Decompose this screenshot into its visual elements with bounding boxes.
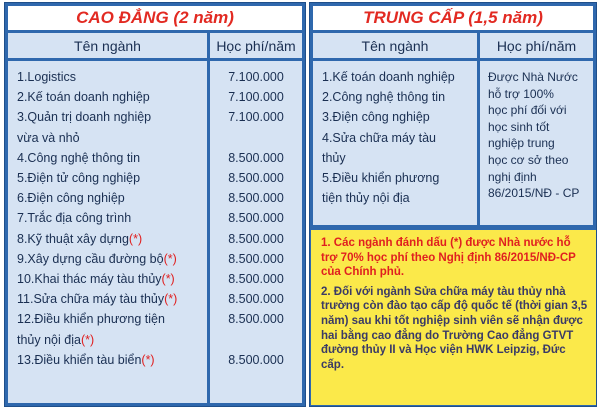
cao-dang-row-name (8, 309, 207, 329)
trung-cap-row-name (313, 107, 477, 127)
cao-dang-row-name (8, 208, 207, 228)
fee-note-line: học cơ sở theo (488, 152, 569, 167)
cao-dang-fee-column (210, 61, 302, 403)
program-name: tiện thủy nội địa (322, 191, 410, 206)
cao-dang-row-fee: 8.500.000 (228, 352, 284, 367)
program-name: 10.Khai thác máy tàu thủy (17, 271, 162, 286)
trung-cap-fee-column (480, 61, 593, 225)
trung-cap-row-name (313, 128, 477, 148)
cao-dang-row-name (8, 249, 207, 269)
cao-dang-row-name (8, 67, 207, 87)
fee-note-line: nghị định (488, 169, 537, 184)
program-name: 4.Công nghệ thông tin (17, 150, 141, 165)
cao-dang-row-name (8, 188, 207, 208)
program-name: 5.Điều khiển phương (322, 171, 440, 186)
cao-dang-row-name (8, 350, 207, 370)
cao-dang-row-fee: 8.500.000 (228, 150, 284, 165)
cao-dang-row-fee: 8.500.000 (228, 271, 284, 286)
subsidy-marker: (*) (163, 251, 177, 266)
subsidy-marker: (*) (164, 292, 178, 307)
cao-dang-row-fee: 8.500.000 (228, 231, 284, 246)
cao-dang-row-name (8, 148, 207, 168)
fee-note-line: 86/2015/NĐ - CP (488, 186, 580, 201)
program-name: 7.Trắc địa công trình (17, 211, 132, 226)
program-name: 4.Sửa chữa máy tàu (322, 130, 437, 145)
subsidy-marker: (*) (161, 271, 175, 286)
program-name: thủy nội địa (17, 332, 81, 347)
fee-note-line: nghiệp trung (488, 136, 555, 151)
cao-dang-row-fee: 7.100.000 (228, 70, 284, 85)
subsidy-marker: (*) (128, 231, 143, 246)
cao-dang-row-fee: 8.500.000 (228, 312, 284, 327)
cao-dang-row-name (8, 87, 207, 107)
notes-box (311, 230, 596, 405)
program-name: 5.Điện tử công nghiệp (17, 171, 141, 186)
trung-cap-row-name (313, 67, 477, 87)
trung-cap-name-column (313, 61, 477, 225)
note-2: 2. Đối với ngành Sửa chữa máy tàu thủy nhà trường còn đào tạo cấp độ quốc tế (thời gian 3,5 năm) sau khi tốt nghiệp sinh viên sẽ nhận được hai bằng cao đẳng do Trường Cao đẳng GTVT đường thủy II và Học viện HWK Leipzig, Đức cấp. (321, 285, 588, 371)
cao-dang-row-fee: 8.500.000 (228, 171, 284, 186)
program-name: vừa và nhỏ (17, 130, 80, 145)
fee-note-line: hỗ trợ 100% (488, 86, 554, 101)
trung-cap-row-name (313, 168, 477, 188)
cao-dang-row-name (8, 128, 207, 148)
trung-cap-row-name (313, 148, 477, 168)
cao-dang-row-fee: 8.500.000 (228, 211, 284, 226)
cao-dang-row-fee: 7.100.000 (228, 90, 284, 105)
fee-note-line: học sinh tốt (488, 119, 550, 134)
note-1: 1. Các ngành đánh dấu (*) được Nhà nước hỗ trợ 70% học phí theo Nghị định 86/2015/NĐ-CP của Chính phủ. (321, 237, 576, 279)
fee-note-line: Được Nhà Nước (488, 70, 578, 84)
program-name: 1.Kế toán doanh nghiệp (322, 70, 455, 85)
subsidy-marker: (*) (141, 352, 155, 367)
cao-dang-row-name (8, 107, 207, 127)
cao-dang-title: CAO ĐẲNG (2 năm) (8, 6, 302, 30)
program-name: 8.Kỹ thuật xây dựng (17, 231, 129, 246)
cao-dang-row-fee: 8.500.000 (228, 191, 284, 206)
cao-dang-panel (4, 2, 306, 407)
trung-cap-name-header: Tên ngành (313, 33, 477, 58)
program-name: 2.Công nghệ thông tin (322, 90, 446, 105)
cao-dang-row-name (8, 168, 207, 188)
program-name: thủy (322, 150, 346, 165)
program-name: 3.Điện công nghiệp (322, 110, 430, 125)
program-name: 6.Điện công nghiệp (17, 191, 125, 206)
cao-dang-row-fee: 8.500.000 (228, 251, 284, 266)
trung-cap-row-name (313, 87, 477, 107)
cao-dang-row-name (8, 269, 207, 289)
cao-dang-row-fee (210, 128, 302, 148)
cao-dang-fee-header: Học phí/năm (210, 33, 302, 58)
cao-dang-row-fee (210, 329, 302, 349)
fee-note-line: học phí đối với (488, 103, 567, 118)
program-name: 1.Logistics (17, 70, 77, 85)
trung-cap-fee-header: Học phí/năm (480, 33, 593, 58)
cao-dang-row-fee: 8.500.000 (228, 292, 284, 307)
cao-dang-row-name (8, 289, 207, 309)
cao-dang-row-fee: 7.100.000 (228, 110, 284, 125)
program-name: 11.Sửa chữa máy tàu thủy (17, 292, 165, 307)
program-name: 12.Điều khiển phương tiện (17, 312, 165, 327)
trung-cap-title: TRUNG CẤP (1,5 năm) (313, 6, 593, 30)
program-name: 2.Kế toán doanh nghiệp (17, 90, 150, 105)
trung-cap-row-name (313, 188, 477, 208)
program-name: 3.Quản trị doanh nghiệp (17, 110, 152, 125)
subsidy-marker: (*) (80, 332, 95, 347)
cao-dang-row-name (8, 329, 207, 349)
program-name: 13.Điều khiển tàu biển (17, 352, 142, 367)
cao-dang-name-header: Tên ngành (8, 33, 207, 58)
cao-dang-row-name (8, 229, 207, 249)
cao-dang-name-column (8, 61, 207, 403)
program-name: 9.Xây dựng cầu đường bộ (17, 251, 164, 266)
